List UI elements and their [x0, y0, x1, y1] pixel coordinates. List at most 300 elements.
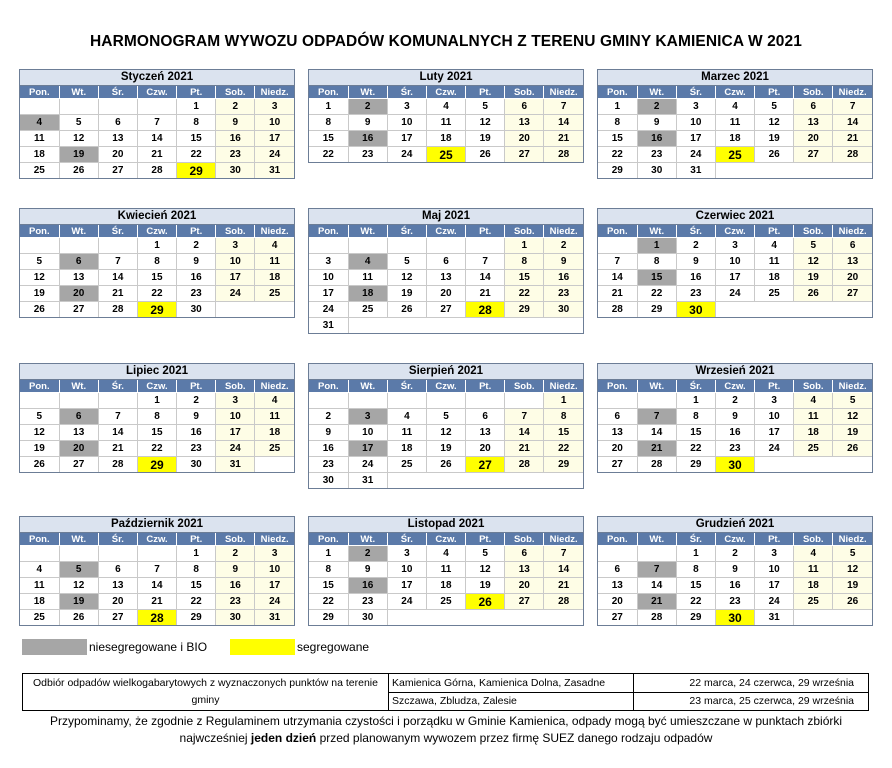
day-cell: 19: [466, 578, 505, 594]
legend-yellow-swatch: [230, 639, 295, 655]
week-row: [309, 254, 583, 270]
day-cell: 27: [466, 457, 505, 473]
day-cell: 18: [20, 594, 59, 610]
day-cell: 17: [387, 578, 426, 594]
day-cell: 30: [676, 302, 715, 318]
day-cell: 5: [794, 238, 833, 254]
empty-cell: [98, 238, 137, 254]
week-row: [598, 594, 872, 610]
empty-cell: [137, 99, 176, 115]
week-row: [309, 302, 583, 318]
month-grid: [20, 86, 294, 178]
day-cell: 2: [216, 546, 255, 562]
empty-cell: [466, 238, 505, 254]
empty-cell: [426, 393, 465, 409]
month-title: Lipiec 2021: [20, 364, 294, 380]
month-grid: [598, 225, 872, 317]
day-cell: 2: [177, 393, 216, 409]
day-cell: 22: [676, 594, 715, 610]
weekday-header: Pt.: [466, 225, 505, 238]
day-cell: 30: [544, 302, 583, 318]
week-row: [598, 441, 872, 457]
day-cell: 16: [216, 131, 255, 147]
day-cell: 2: [637, 99, 676, 115]
day-cell: 10: [255, 562, 294, 578]
weekday-header-row: [309, 380, 583, 393]
weekday-header: Wt.: [637, 225, 676, 238]
day-cell: 10: [715, 254, 754, 270]
day-cell: 10: [755, 409, 794, 425]
day-cell: 14: [466, 270, 505, 286]
day-cell: 6: [505, 546, 544, 562]
day-cell: 30: [715, 610, 754, 626]
day-cell: 9: [309, 425, 348, 441]
day-cell: 12: [833, 409, 872, 425]
day-cell: 26: [755, 147, 794, 163]
day-cell: 19: [833, 578, 872, 594]
footer-text-before: Przypominamy, że zgodnie z Regulaminem utrzymania czystości i porządku w Gminie Kamienica, odpady mogą być umieszczane w punktach zbiórki najwcześniej: [49, 714, 843, 745]
day-cell: 11: [255, 254, 294, 270]
day-cell: 19: [20, 286, 59, 302]
day-cell: 25: [794, 594, 833, 610]
empty-cell: [98, 99, 137, 115]
day-cell: 18: [426, 578, 465, 594]
empty-cell: [598, 393, 637, 409]
day-cell: 29: [676, 457, 715, 473]
day-cell: 21: [137, 594, 176, 610]
day-cell: 6: [98, 562, 137, 578]
weekday-header: Wt.: [59, 225, 98, 238]
day-cell: 9: [177, 409, 216, 425]
empty-cell: [59, 546, 98, 562]
weekday-header: Czw.: [715, 533, 754, 546]
week-row: [20, 457, 294, 473]
day-cell: 19: [426, 441, 465, 457]
day-cell: 8: [309, 562, 348, 578]
weekday-header: Sob.: [794, 86, 833, 99]
day-cell: 26: [59, 163, 98, 179]
weekday-header: Niedz.: [833, 86, 872, 99]
week-row: [309, 562, 583, 578]
day-cell: 2: [544, 238, 583, 254]
month-grid: [309, 533, 583, 625]
day-cell: 17: [348, 441, 387, 457]
day-cell: 22: [177, 147, 216, 163]
day-cell: 3: [755, 546, 794, 562]
day-cell: 21: [98, 286, 137, 302]
day-cell: 31: [255, 610, 294, 626]
day-cell: 10: [348, 425, 387, 441]
day-cell: 27: [794, 147, 833, 163]
day-cell: 6: [598, 409, 637, 425]
day-cell: 7: [98, 254, 137, 270]
day-cell: 1: [177, 99, 216, 115]
day-cell: 29: [505, 302, 544, 318]
week-row: [598, 425, 872, 441]
day-cell: 11: [426, 562, 465, 578]
day-cell: 13: [426, 270, 465, 286]
day-cell: 27: [598, 610, 637, 626]
day-cell: 24: [216, 286, 255, 302]
week-row: [20, 393, 294, 409]
month-grid: [598, 380, 872, 472]
weekday-header: Wt.: [59, 533, 98, 546]
week-row: [20, 441, 294, 457]
weekday-header: Pt.: [755, 533, 794, 546]
day-cell: 16: [177, 270, 216, 286]
day-cell: 20: [794, 131, 833, 147]
day-cell: 14: [137, 131, 176, 147]
day-cell: 4: [255, 238, 294, 254]
day-cell: 18: [426, 131, 465, 147]
day-cell: 15: [637, 270, 676, 286]
day-cell: 7: [466, 254, 505, 270]
weekday-header: Pt.: [755, 225, 794, 238]
week-row: [598, 270, 872, 286]
day-cell: 17: [255, 578, 294, 594]
month-october: [19, 516, 295, 626]
day-cell: 24: [676, 147, 715, 163]
day-cell: 30: [348, 610, 387, 626]
day-cell: 4: [255, 393, 294, 409]
day-cell: 28: [98, 457, 137, 473]
day-cell: 14: [98, 270, 137, 286]
empty-cell: [637, 546, 676, 562]
bulk-villages: Szczawa, Zbludza, Zalesie: [389, 692, 634, 711]
day-cell: 21: [544, 131, 583, 147]
day-cell: 29: [637, 302, 676, 318]
week-row: [598, 578, 872, 594]
weekday-header: Sob.: [505, 86, 544, 99]
day-cell: 27: [426, 302, 465, 318]
day-cell: 17: [755, 578, 794, 594]
day-cell: 5: [466, 546, 505, 562]
week-row: [20, 270, 294, 286]
day-cell: 8: [676, 409, 715, 425]
day-cell: 1: [309, 546, 348, 562]
day-cell: 31: [309, 318, 348, 334]
day-cell: 15: [177, 131, 216, 147]
month-title: Grudzień 2021: [598, 517, 872, 533]
day-cell: 6: [426, 254, 465, 270]
day-cell: 24: [255, 147, 294, 163]
weekday-header: Pon.: [598, 380, 637, 393]
week-row: [598, 286, 872, 302]
weekday-header: Pt.: [466, 533, 505, 546]
day-cell: 7: [137, 562, 176, 578]
day-cell: 8: [544, 409, 583, 425]
month-september: [597, 363, 873, 473]
day-cell: 30: [309, 473, 348, 489]
day-cell: 12: [833, 562, 872, 578]
legend-grey: [22, 639, 207, 655]
day-cell: 1: [137, 238, 176, 254]
month-title: Czerwiec 2021: [598, 209, 872, 225]
day-cell: 21: [137, 147, 176, 163]
day-cell: 4: [387, 409, 426, 425]
weekday-header: Sob.: [794, 380, 833, 393]
day-cell: 28: [598, 302, 637, 318]
day-cell: 8: [309, 115, 348, 131]
week-row: [20, 286, 294, 302]
weekday-header: Śr.: [387, 380, 426, 393]
month-title: Listopad 2021: [309, 517, 583, 533]
legend-grey-swatch: [22, 639, 87, 655]
day-cell: 27: [59, 457, 98, 473]
day-cell: 22: [177, 594, 216, 610]
day-cell: 12: [755, 115, 794, 131]
empty-cell: [137, 546, 176, 562]
day-cell: 7: [637, 409, 676, 425]
day-cell: 25: [426, 147, 465, 163]
weekday-header: Wt.: [348, 380, 387, 393]
day-cell: 29: [177, 163, 216, 179]
day-cell: 7: [637, 562, 676, 578]
weekday-header: Sob.: [216, 225, 255, 238]
day-cell: 31: [255, 163, 294, 179]
weekday-header: Pt.: [177, 533, 216, 546]
week-row: [598, 147, 872, 163]
month-grid: [309, 380, 583, 488]
weekday-header-row: [20, 86, 294, 99]
day-cell: 17: [676, 131, 715, 147]
weekday-header: Niedz.: [255, 533, 294, 546]
day-cell: 22: [637, 286, 676, 302]
day-cell: 20: [833, 270, 872, 286]
week-row: [309, 457, 583, 473]
day-cell: 12: [794, 254, 833, 270]
week-row: [309, 546, 583, 562]
day-cell: 26: [59, 610, 98, 626]
week-row: [20, 163, 294, 179]
week-row: [20, 425, 294, 441]
day-cell: 22: [137, 286, 176, 302]
empty-cell: [255, 457, 294, 473]
footer-note: [30, 713, 862, 747]
weekday-header: Niedz.: [255, 86, 294, 99]
day-cell: 13: [598, 425, 637, 441]
day-cell: 23: [348, 594, 387, 610]
day-cell: 12: [59, 131, 98, 147]
month-june: [597, 208, 873, 318]
day-cell: 28: [637, 610, 676, 626]
day-cell: 26: [426, 457, 465, 473]
empty-cell: [387, 473, 583, 489]
day-cell: 11: [387, 425, 426, 441]
month-grid: [309, 225, 583, 333]
day-cell: 26: [466, 147, 505, 163]
day-cell: 21: [598, 286, 637, 302]
day-cell: 16: [348, 131, 387, 147]
day-cell: 18: [715, 131, 754, 147]
day-cell: 22: [309, 147, 348, 163]
day-cell: 4: [348, 254, 387, 270]
day-cell: 17: [387, 131, 426, 147]
month-grid: [20, 380, 294, 472]
day-cell: 26: [20, 457, 59, 473]
day-cell: 26: [20, 302, 59, 318]
weekday-header: Pon.: [20, 380, 59, 393]
weekday-header: Śr.: [98, 86, 137, 99]
day-cell: 16: [637, 131, 676, 147]
weekday-header: Wt.: [637, 533, 676, 546]
day-cell: 5: [833, 393, 872, 409]
day-cell: 23: [676, 286, 715, 302]
day-cell: 13: [505, 562, 544, 578]
weekday-header: Niedz.: [833, 533, 872, 546]
weekday-header: Pon.: [598, 86, 637, 99]
day-cell: 8: [137, 254, 176, 270]
page-title: HARMONOGRAM WYWOZU ODPADÓW KOMUNALNYCH Z TERENU GMINY KAMIENICA W 2021: [90, 33, 802, 50]
weekday-header: Śr.: [676, 533, 715, 546]
week-row: [309, 425, 583, 441]
day-cell: 20: [505, 578, 544, 594]
week-row: [309, 238, 583, 254]
day-cell: 9: [177, 254, 216, 270]
empty-cell: [426, 238, 465, 254]
day-cell: 8: [177, 115, 216, 131]
day-cell: 20: [98, 594, 137, 610]
day-cell: 11: [20, 578, 59, 594]
bulk-villages: Kamienica Górna, Kamienica Dolna, Zasadne: [389, 674, 634, 693]
day-cell: 19: [59, 147, 98, 163]
weekday-header-row: [598, 533, 872, 546]
day-cell: 24: [755, 594, 794, 610]
weekday-header: Niedz.: [544, 533, 583, 546]
day-cell: 29: [598, 163, 637, 179]
day-cell: 7: [505, 409, 544, 425]
day-cell: 5: [59, 562, 98, 578]
empty-cell: [309, 238, 348, 254]
day-cell: 10: [216, 409, 255, 425]
day-cell: 25: [20, 163, 59, 179]
day-cell: 3: [715, 238, 754, 254]
weekday-header: Pon.: [598, 533, 637, 546]
day-cell: 18: [255, 425, 294, 441]
empty-cell: [20, 238, 59, 254]
month-may: [308, 208, 584, 334]
day-cell: 14: [598, 270, 637, 286]
day-cell: 21: [637, 441, 676, 457]
day-cell: 14: [137, 578, 176, 594]
day-cell: 27: [98, 163, 137, 179]
day-cell: 13: [59, 270, 98, 286]
legend-grey-label: niesegregowane i BIO: [89, 640, 208, 654]
week-row: [20, 610, 294, 626]
day-cell: 3: [309, 254, 348, 270]
empty-cell: [715, 163, 872, 179]
day-cell: 28: [466, 302, 505, 318]
day-cell: 5: [59, 115, 98, 131]
day-cell: 18: [755, 270, 794, 286]
empty-cell: [598, 546, 637, 562]
day-cell: 27: [505, 594, 544, 610]
week-row: [20, 238, 294, 254]
weekday-header: Pon.: [598, 225, 637, 238]
day-cell: 29: [309, 610, 348, 626]
day-cell: 29: [137, 302, 176, 318]
day-cell: 6: [598, 562, 637, 578]
weekday-header: Pt.: [177, 86, 216, 99]
day-cell: 30: [216, 610, 255, 626]
empty-cell: [216, 302, 294, 318]
empty-cell: [505, 393, 544, 409]
weekday-header: Śr.: [98, 533, 137, 546]
day-cell: 18: [255, 270, 294, 286]
day-cell: 16: [309, 441, 348, 457]
day-cell: 11: [755, 254, 794, 270]
weekday-header: Pon.: [309, 86, 348, 99]
bulk-description: Odbiór odpadów wielkogabarytowych z wyznaczonych punktów na terenie gminy: [23, 674, 389, 711]
weekday-header: Niedz.: [544, 225, 583, 238]
weekday-header: Pt.: [466, 86, 505, 99]
day-cell: 22: [544, 441, 583, 457]
weekday-header: Czw.: [715, 86, 754, 99]
day-cell: 17: [755, 425, 794, 441]
day-cell: 2: [177, 238, 216, 254]
day-cell: 25: [348, 302, 387, 318]
month-title: Kwiecień 2021: [20, 209, 294, 225]
weekday-header: Pon.: [20, 533, 59, 546]
day-cell: 1: [598, 99, 637, 115]
week-row: [20, 578, 294, 594]
weekday-header: Sob.: [216, 533, 255, 546]
footer-text-bold: jeden dzień: [250, 731, 317, 745]
week-row: [309, 115, 583, 131]
weekday-header: Śr.: [676, 225, 715, 238]
day-cell: 22: [505, 286, 544, 302]
day-cell: 16: [348, 578, 387, 594]
day-cell: 17: [715, 270, 754, 286]
month-title: Styczeń 2021: [20, 70, 294, 86]
month-grid: [309, 86, 583, 162]
day-cell: 31: [755, 610, 794, 626]
empty-cell: [348, 318, 583, 334]
weekday-header: Czw.: [426, 533, 465, 546]
day-cell: 9: [216, 562, 255, 578]
day-cell: 23: [216, 594, 255, 610]
weekday-header: Pon.: [309, 533, 348, 546]
month-title: Sierpień 2021: [309, 364, 583, 380]
weekday-header: Wt.: [637, 86, 676, 99]
weekday-header: Sob.: [505, 533, 544, 546]
day-cell: 6: [466, 409, 505, 425]
day-cell: 1: [676, 393, 715, 409]
day-cell: 7: [544, 546, 583, 562]
day-cell: 20: [466, 441, 505, 457]
day-cell: 19: [387, 286, 426, 302]
day-cell: 24: [755, 441, 794, 457]
day-cell: 7: [544, 99, 583, 115]
week-row: [598, 131, 872, 147]
empty-cell: [794, 610, 872, 626]
week-row: [598, 546, 872, 562]
day-cell: 23: [309, 457, 348, 473]
day-cell: 3: [755, 393, 794, 409]
empty-cell: [309, 393, 348, 409]
day-cell: 21: [98, 441, 137, 457]
day-cell: 19: [755, 131, 794, 147]
day-cell: 11: [426, 115, 465, 131]
weekday-header: Śr.: [387, 86, 426, 99]
day-cell: 11: [348, 270, 387, 286]
empty-cell: [20, 99, 59, 115]
day-cell: 16: [177, 425, 216, 441]
day-cell: 28: [833, 147, 872, 163]
day-cell: 27: [833, 286, 872, 302]
weekday-header-row: [309, 86, 583, 99]
week-row: [309, 318, 583, 334]
